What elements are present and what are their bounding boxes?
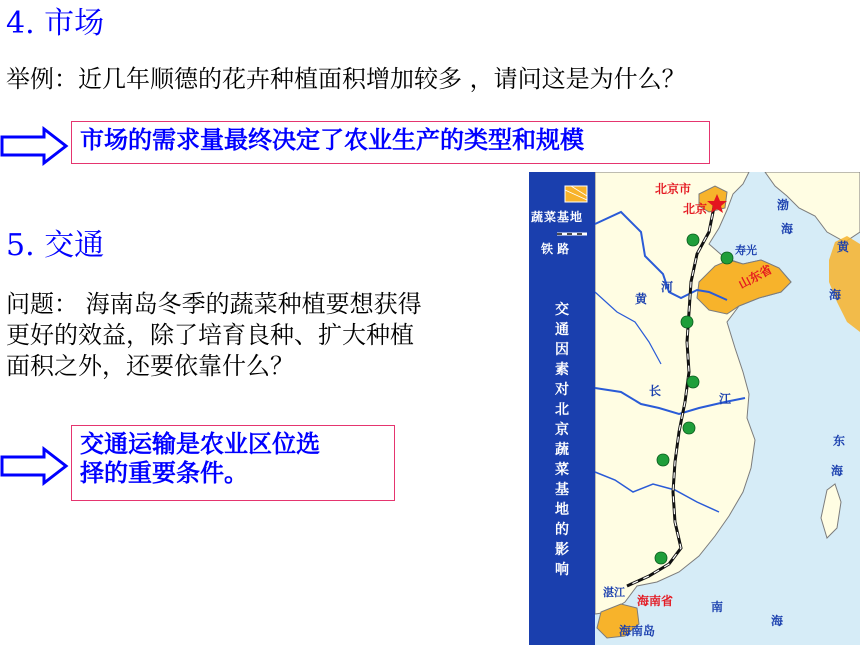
label-beijing: 北京 — [683, 202, 708, 216]
question-line: 更好的效益，除了培育良种、扩大种植 — [6, 321, 414, 349]
china-east-map — [529, 172, 860, 645]
section-4-heading: 4. 市场 — [6, 6, 105, 41]
question-line: 面积之外，还要依靠什么？ — [6, 352, 294, 380]
title-char: 素 — [555, 362, 569, 378]
label-shandong: 山东省 — [736, 262, 775, 292]
title-char: 京 — [555, 422, 569, 438]
label-changjiang-1: 长 — [649, 384, 662, 398]
title-char: 交 — [555, 302, 569, 318]
label-huanghai-2: 海 — [829, 288, 842, 302]
title-char: 的 — [555, 522, 569, 538]
question-line: 问题： 海南岛冬季的蔬菜种植要想获得 — [6, 290, 422, 318]
title-char: 响 — [555, 562, 569, 578]
answer-line: 择的重要条件。 — [80, 459, 248, 487]
label-huanghe-1: 黄 — [635, 292, 648, 306]
right-arrow-icon — [0, 445, 70, 487]
title-char: 通 — [555, 322, 569, 338]
answer-line: 交通运输是农业区位选 — [80, 430, 320, 458]
label-beijing-city: 北京市 — [655, 182, 692, 196]
label-hainan-province: 海南省 — [637, 594, 674, 608]
label-donghai-1: 东 — [833, 434, 846, 448]
label-nanhai-2: 海 — [771, 614, 784, 628]
label-zhanjiang: 湛江 — [603, 586, 625, 599]
section-5-question — [6, 289, 422, 382]
label-donghai-2: 海 — [831, 464, 844, 478]
label-huanghai-1: 黄 — [837, 240, 850, 254]
label-huanghe-2: 河 — [661, 280, 674, 294]
transport-answer-box — [71, 425, 395, 501]
title-char: 蔬 — [555, 442, 569, 458]
label-bohai-2: 海 — [781, 222, 794, 236]
section-4-example: 举例：近几年顺德的花卉种植面积增加较多 ，请问这是为什么？ — [6, 65, 686, 93]
title-char: 菜 — [555, 462, 569, 478]
market-answer-box: 市场的需求量最终决定了农业生产的类型和规模 — [71, 121, 710, 164]
map-vertical-title — [551, 300, 573, 580]
legend-veg-base: 蔬菜基地 — [531, 210, 584, 224]
right-arrow-icon — [0, 125, 70, 167]
title-char: 北 — [555, 402, 569, 418]
label-changjiang-2: 江 — [719, 392, 732, 406]
title-char: 地 — [555, 502, 569, 518]
label-nanhai-1: 南 — [711, 600, 724, 614]
map-svg — [529, 172, 860, 645]
title-char: 对 — [555, 382, 569, 398]
legend-railway: 铁 路 — [541, 242, 570, 256]
title-char: 影 — [555, 542, 569, 558]
label-bohai-1: 渤 — [777, 198, 790, 212]
section-5-heading: 5. 交通 — [6, 228, 105, 263]
label-shouguang: 寿光 — [735, 244, 757, 257]
title-char: 因 — [555, 342, 569, 358]
title-char: 基 — [555, 482, 569, 498]
label-hainan-island: 海南岛 — [619, 624, 656, 638]
